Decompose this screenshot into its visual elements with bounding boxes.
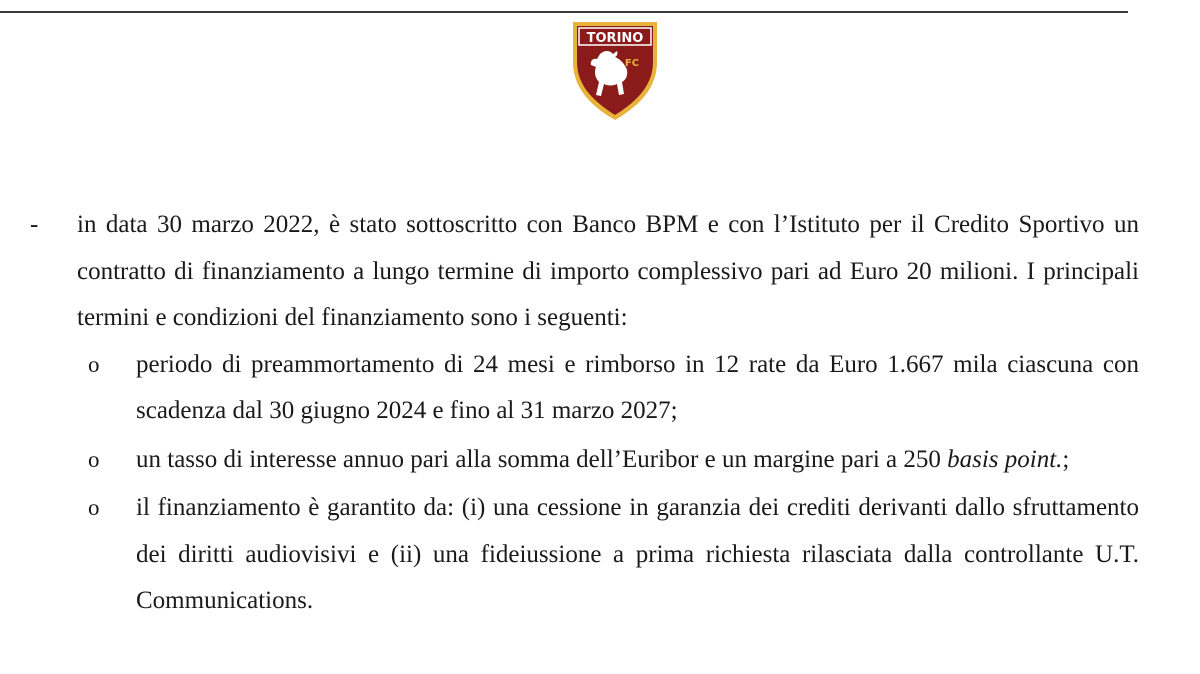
sub-list-item — [0, 342, 1200, 435]
sub-item-text: il finanziamento è garantito da: (i) una cessione in garanzia dei crediti derivanti dallo sfruttamento dei diritti audiovisivi e (ii) una fideiussione a prima richiesta rilasciata dalla controllante U.T. Communications. — [136, 494, 1139, 614]
sub-item-text-end: ; — [1062, 445, 1070, 473]
crest-name-text: TORINO — [586, 31, 644, 46]
sub-bullet-marker: o — [88, 495, 100, 520]
sub-bullet-marker: o — [88, 351, 100, 377]
sub-list-item — [0, 437, 1200, 484]
sub-item-text — [136, 437, 1139, 484]
sub-item-text: periodo di preammortamento di 24 mesi e rimborso in 12 rate da Euro 1.667 mila ciascuna con scadenza dal 30 giugno 2024 e fino al 31 marzo 2027; — [136, 350, 1139, 424]
list-item — [0, 202, 1200, 342]
torino-fc-crest-icon — [570, 20, 660, 122]
paragraph-text: in data 30 marzo 2022, è stato sottoscritto con Banco BPM e con l’Istituto per il Credito Sportivo un contratto di finanziamento a lungo termine di importo complessivo pari ad Euro 20 milioni. I principali termini e condizioni del finanziamento sono i seguenti: — [77, 211, 1139, 331]
sub-bullet-marker: o — [88, 446, 100, 472]
bullet-dash: - — [30, 211, 39, 238]
sub-item-italic-text: basis point. — [947, 445, 1063, 473]
document-body — [0, 202, 1200, 625]
sub-item-text-part: un tasso di interesse annuo pari alla somma dell’Euribor e un margine pari a 250 — [136, 445, 948, 473]
sub-list-item — [0, 485, 1200, 625]
header-rule — [0, 11, 1128, 13]
crest-initials-text: FC — [624, 58, 640, 69]
